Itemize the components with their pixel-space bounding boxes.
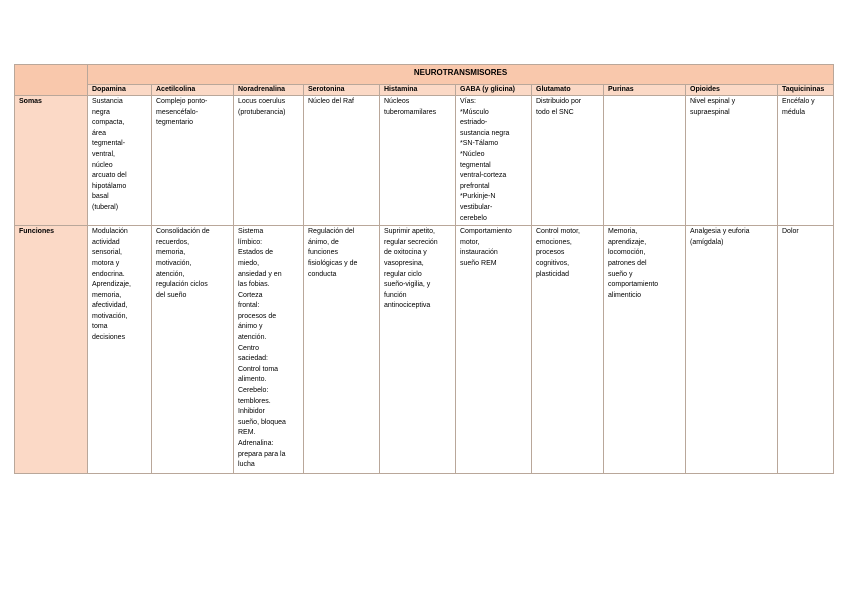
table-cell: Sistema límbico: Estados de miedo, ansiedad y en las fobias. Corteza frontal: procesos de ánimo y atención. Centro saciedad: Control toma alimento. Cerebelo: temblores. Inhibidor sueño, bloquea REM. Adrenalina: prepara para la lucha bbox=[234, 226, 304, 474]
table-cell: Núcleos tuberomamilares bbox=[380, 96, 456, 226]
column-header: Acetilcolina bbox=[152, 85, 234, 96]
table-cell: Distribuido por todo el SNC bbox=[532, 96, 604, 226]
table-cell: Comportamiento motor, instauración sueño REM bbox=[456, 226, 532, 474]
table-cell: Memoria, aprendizaje, locomoción, patrones del sueño y comportamiento alimenticio bbox=[604, 226, 686, 474]
table-cell: Encéfalo y médula bbox=[778, 96, 834, 226]
table-row-funciones bbox=[15, 226, 834, 474]
table-cell: Regulación del ánimo, de funciones fisiológicas y de conducta bbox=[304, 226, 380, 474]
table-cell: Nivel espinal y supraespinal bbox=[686, 96, 778, 226]
table-cell: Vías: *Músculo estriado- sustancia negra *SN-Tálamo *Núcleo tegmental ventral-corteza prefrontal *Purkinje-N vestibular- cerebelo bbox=[456, 96, 532, 226]
table-cell: Complejo ponto- mesencéfalo- tegmentario bbox=[152, 96, 234, 226]
row-label: Funciones bbox=[15, 226, 88, 474]
table-cell: Suprimir apetito, regular secreción de oxitocina y vasopresina, regular ciclo sueño-vigilia, y función antinociceptiva bbox=[380, 226, 456, 474]
table-cell: Analgesia y euforia (amígdala) bbox=[686, 226, 778, 474]
column-header: Taquicininas bbox=[778, 85, 834, 96]
title-row bbox=[15, 65, 834, 85]
table-cell: Locus coerulus (protuberancia) bbox=[234, 96, 304, 226]
column-header: Dopamina bbox=[88, 85, 152, 96]
column-header: GABA (y glicina) bbox=[456, 85, 532, 96]
column-header: Opioides bbox=[686, 85, 778, 96]
table-cell: Sustancia negra compacta, área tegmental- ventral, núcleo arcuato del hipotálamo basal (tuberal) bbox=[88, 96, 152, 226]
column-header: Noradrenalina bbox=[234, 85, 304, 96]
table-cell: Consolidación de recuerdos, memoria, motivación, atención, regulación ciclos del sueño bbox=[152, 226, 234, 474]
table-cell: Dolor bbox=[778, 226, 834, 474]
row-label: Somas bbox=[15, 96, 88, 226]
neurotransmitters-table bbox=[14, 64, 834, 474]
column-header: Serotonina bbox=[304, 85, 380, 96]
column-header: Glutamato bbox=[532, 85, 604, 96]
table-cell: Control motor, emociones, procesos cognitivos, plasticidad bbox=[532, 226, 604, 474]
column-header: Histamina bbox=[380, 85, 456, 96]
header-row bbox=[15, 85, 834, 96]
column-header: Purinas bbox=[604, 85, 686, 96]
table-cell: Modulación actividad sensorial, motora y endocrina. Aprendizaje, memoria, afectividad, motivación, toma decisiones bbox=[88, 226, 152, 474]
table-row-somas bbox=[15, 96, 834, 226]
corner-cell bbox=[15, 65, 88, 96]
table-cell bbox=[604, 96, 686, 226]
table-cell: Núcleo del Raf bbox=[304, 96, 380, 226]
table-title: NEUROTRANSMISORES bbox=[88, 65, 834, 85]
